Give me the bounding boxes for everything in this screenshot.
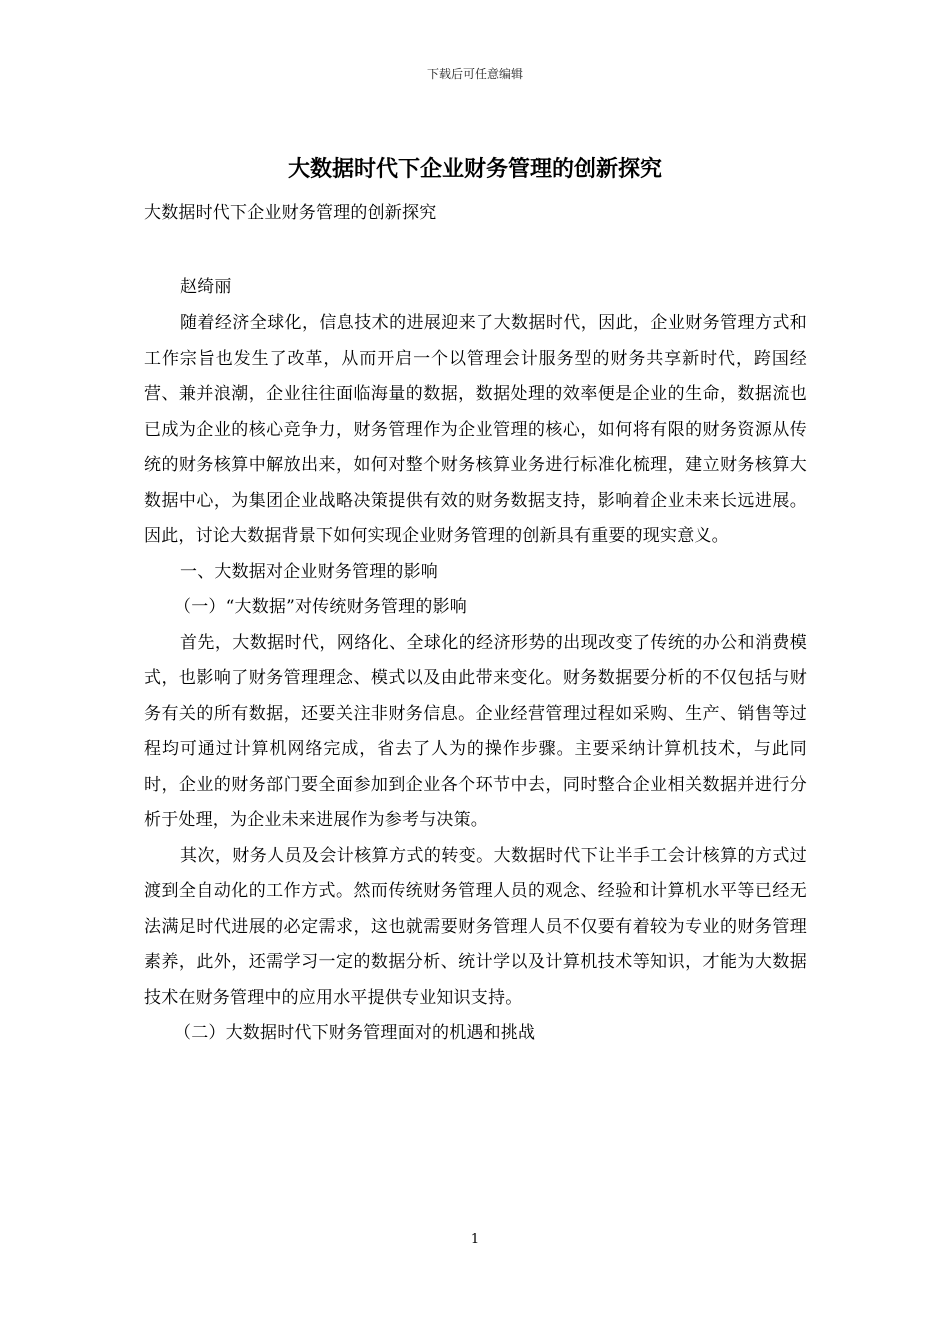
intro-paragraph: 随着经济全球化，信息技术的进展迎来了大数据时代，因此，企业财务管理方式和工作宗旨也发生了改革，从而开启一个以管理会计服务型的财务共享新时代，跨国经营、兼并浪潮，企业往往面临海量的数据，数据处理的效率便是企业的生命，数据流也已成为企业的核心竞争力，财务管理作为企业管理的核心，如何将有限的财务资源从传统的财务核算中解放出来，如何对整个财务核算业务进行标准化梳理，建立财务核算大数据中心，为集团企业战略决策提供有效的财务数据支持，影响着企业未来长远进展。因此，讨论大数据背景下如何实现企业财务管理的创新具有重要的现实意义。 xyxy=(144,313,807,546)
document-body xyxy=(144,306,807,1052)
section-heading-1: 一、大数据对企业财务管理的影响 xyxy=(180,561,438,582)
page-number: 1 xyxy=(470,1232,480,1247)
subsection-heading-1-2: （二）大数据时代下财务管理面对的机遇和挑战 xyxy=(174,1023,536,1043)
body-paragraph-2: 其次，财务人员及会计核算方式的转变。大数据时代下让半手工会计核算的方式过渡到全自动化的工作方式。然而传统财务管理人员的观念、经验和计算机水平等已经无法满足时代进展的必定需求，这也就需要财务管理人员不仅要有着较为专业的财务管理素养，此外，还需学习一定的数据分析、统计学以及计算机技术等知识，才能为大数据技术在财务管理中的应用水平提供专业知识支持。 xyxy=(144,845,807,1008)
document-subtitle: 大数据时代下企业财务管理的创新探究 xyxy=(144,203,437,223)
body-paragraph-1: 首先，大数据时代，网络化、全球化的经济形势的出现改变了传统的办公和消费模式，也影响了财务管理理念、模式以及由此带来变化。财务数据要分析的不仅包括与财务有关的所有数据，还要关注非财务信息。企业经营管理过程如采购、生产、销售等过程均可通过计算机网络完成，省去了人为的操作步骤。主要采纳计算机技术，与此同时，企业的财务部门要全面参加到企业各个环节中去，同时整合企业相关数据并进行分析于处理，为企业未来进展作为参考与决策。 xyxy=(144,632,807,830)
subsection-heading-1-1: （一）“大数据”对传统财务管理的影响 xyxy=(174,597,467,617)
author-name: 赵绮丽 xyxy=(180,277,232,297)
page-header-note: 下载后可任意编辑 xyxy=(426,67,523,81)
document-title: 大数据时代下企业财务管理的创新探究 xyxy=(287,157,662,182)
